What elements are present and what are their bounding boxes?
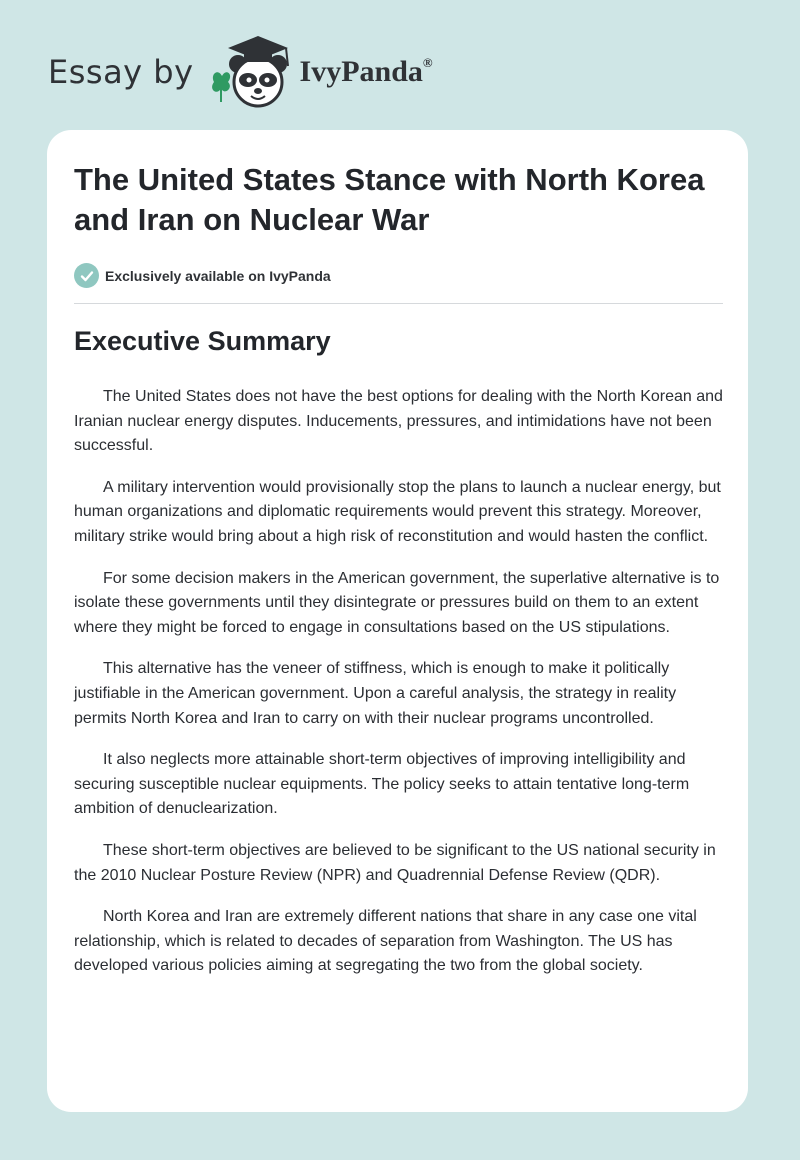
check-icon	[74, 263, 99, 288]
paragraph: For some decision makers in the American government, the superlative alternative is to isolate these governments until they disintegrate or pressures build on them to an extent where they might be forced to engage in consultations based on the US stipulations.	[74, 569, 720, 636]
essay-by-label: Essay by	[48, 53, 194, 91]
paragraph: A military intervention would provisionally stop the plans to launch a nuclear energy, but human organizations and diplomatic requirements would prevent this strategy. Moreover, military strike would bring about a high risk of reconstitution and would hasten the conflict.	[74, 478, 721, 545]
section-heading: Executive Summary	[74, 326, 331, 356]
divider	[74, 303, 723, 304]
paragraph: The United States does not have the best options for dealing with the North Korean and Iranian nuclear energy disputes. Inducements, pressures, and intimidations have not been successful.	[74, 388, 723, 455]
paragraph: It also neglects more attainable short-term objectives of improving intelligibility and securing susceptible nuclear equipments. The policy seeks to attain tentative long-term ambition of denuclearization.	[74, 751, 690, 818]
brand-name[interactable]: IvyPanda®	[299, 55, 433, 88]
exclusive-badge	[74, 263, 331, 288]
badge-label: Exclusively available on IvyPanda	[105, 267, 331, 284]
site-header	[48, 36, 433, 108]
paragraph: North Korea and Iran are extremely different nations that share in any case one vital relationship, which is related to decades of separation from Washington. The US has developed various policies aiming at segregating the two from the global society.	[74, 908, 697, 975]
panda-graduate-icon[interactable]	[208, 36, 308, 108]
essay-title: The United States Stance with North Korea and Iran on Nuclear War	[74, 162, 705, 237]
paragraph: This alternative has the veneer of stiffness, which is enough to make it politically justifiable in the American government. Upon a careful analysis, the strategy in reality permits North Korea and Iran to carry on with their nuclear programs uncontrolled.	[74, 660, 677, 727]
paragraph: These short-term objectives are believed to be significant to the US national security in the 2010 Nuclear Posture Review (NPR) and Quadrennial Defense Review (QDR).	[74, 841, 716, 884]
essay-body	[74, 385, 726, 996]
essay-card	[47, 130, 748, 1112]
registered-mark: ®	[422, 55, 433, 70]
